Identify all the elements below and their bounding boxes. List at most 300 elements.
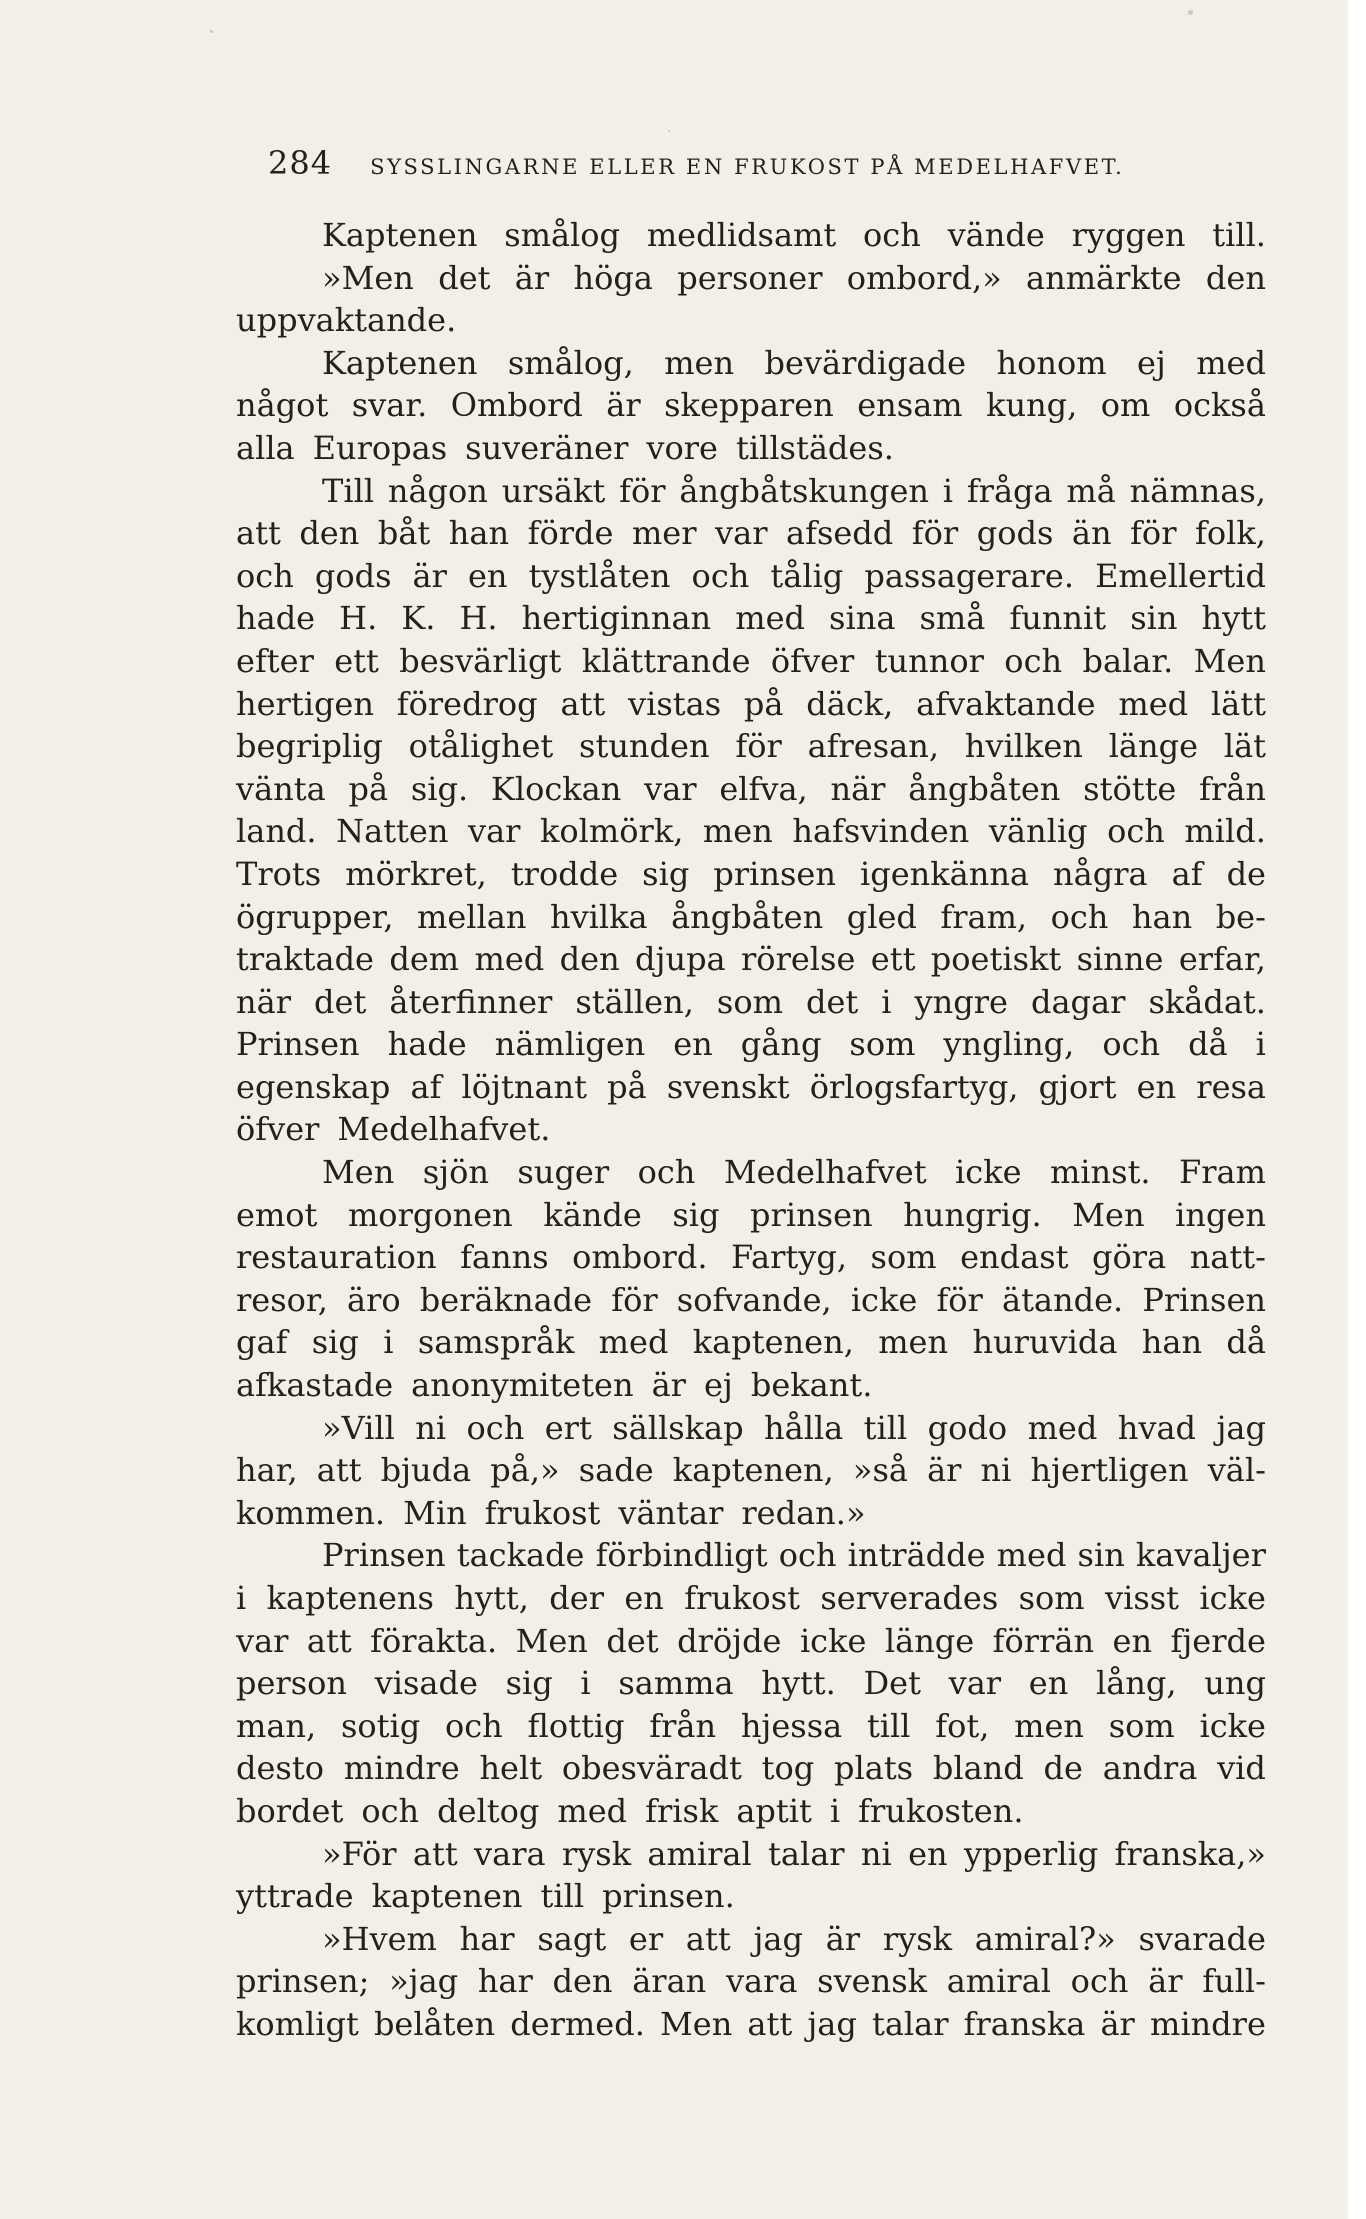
word: gjort [1038,1067,1117,1106]
word: och [1107,812,1165,851]
word: att [316,1451,362,1490]
word: Trots [236,854,322,893]
word: begriplig [236,727,383,766]
word: det [805,982,859,1021]
word: tog [761,1749,815,1788]
word: icke [1199,1706,1266,1745]
word: traktade [236,940,374,979]
word: för [611,1280,658,1319]
word: afsedd [786,514,894,553]
word: att [747,2004,793,2043]
word: vänlig [988,812,1088,851]
word: göra [1092,1238,1167,1277]
word: Men [1193,641,1266,680]
word: full- [1202,1962,1266,2001]
word: och [444,1706,503,1745]
word: gods [314,556,392,595]
word: sofvande, [676,1280,832,1319]
word: med [996,1536,1067,1575]
word: efter [236,641,314,680]
word: svenskt [666,1067,790,1106]
word: ni [860,1834,892,1873]
word: alla [236,428,295,467]
word: trodde [510,854,619,893]
word: hafsvinden [792,812,970,851]
word: förde [527,514,614,553]
word: uppvaktande. [236,301,457,340]
word: mer [631,514,697,553]
word: natt- [1189,1238,1266,1277]
word: K. [401,599,436,638]
word: var [715,514,768,553]
word: smålog, [507,343,634,382]
word: är [1148,1962,1183,2001]
word: på [348,769,389,808]
word: sotig [340,1706,421,1745]
word: lät [1223,727,1266,766]
word: förbindligt [595,1536,768,1575]
word: H. [339,599,378,638]
text-line [236,1833,1266,1876]
word: yngre [914,982,1008,1021]
word: flottig [527,1706,625,1745]
word: länge [1108,727,1199,766]
word: desto [236,1749,324,1788]
word: djupa [635,940,726,979]
text-line [236,512,1266,555]
word: att [685,1919,731,1958]
word: emot [236,1195,318,1234]
word: kung, [986,386,1078,425]
text-line [236,853,1266,896]
word: icke [799,1621,867,1660]
word: en [673,1025,713,1064]
word: med [1027,1408,1098,1447]
word: men [664,343,735,382]
word: hade [387,1025,467,1064]
word: tunnor [874,641,984,680]
word: frisk [645,1791,719,1830]
word: Medelhafvet [723,1153,927,1192]
word: otålighet [408,727,554,766]
word: båt [377,514,431,553]
word: jag [1216,1408,1266,1447]
word: i [881,982,892,1021]
text-line [236,1534,1266,1577]
word: och [466,1408,525,1447]
word: Fartyg, [731,1238,848,1277]
word: egenskap [236,1067,391,1106]
word: Det [863,1664,921,1703]
word: kavaljer [1135,1536,1266,1575]
word: Europas [312,428,448,467]
word: sällskap [612,1408,744,1447]
word: är [825,1919,861,1958]
word: resor, [236,1280,328,1319]
word: ej [703,1366,733,1405]
word: och [1004,641,1063,680]
text-line [236,1023,1266,1066]
word: sig [505,1664,553,1703]
word: bekant. [750,1366,873,1405]
word: ätande. [1001,1280,1124,1319]
word: och [778,1536,837,1575]
word: sig [642,854,690,893]
text-line [236,214,1266,257]
text-line [236,1747,1266,1790]
text-line [236,597,1266,640]
text-line [236,1918,1266,1961]
word: inträdde [847,1536,986,1575]
word: fram, [940,897,1028,936]
word: i [1255,1025,1266,1064]
word: länge [884,1621,975,1660]
text-line [236,896,1266,939]
word: äran [632,1962,707,2001]
word: anmärkte [1026,258,1182,297]
word: är [927,1451,962,1490]
word: och [863,216,921,254]
text-line [236,1790,1266,1833]
word: nämligen [494,1025,646,1064]
word: erfar, [1178,940,1266,979]
word: hjessa [740,1706,843,1745]
word: vände [947,216,1045,254]
word: kaptenen, [672,1451,834,1490]
word: Min [403,1493,467,1532]
word: ingen [1175,1195,1266,1234]
text-line [236,470,1266,513]
word: att [306,1621,352,1660]
word: små [919,599,986,638]
word: Men [515,1621,588,1660]
word: ursäkt [501,471,606,510]
word: tillstädes. [735,428,894,467]
word: bjuda [380,1451,472,1490]
word: dagar [1030,982,1126,1021]
word: kaptenen [371,1877,523,1916]
word: icke [955,1153,1022,1192]
word: hvilken [964,727,1083,766]
word: förrän [992,1621,1095,1660]
word: Till [322,471,375,510]
word: som [849,1025,916,1064]
text-line [236,725,1266,768]
word: Men [1072,1195,1145,1234]
word: för [911,514,959,553]
word: frukost [684,1579,800,1617]
text-line [236,299,1266,342]
word: har [459,1919,515,1958]
word: men [702,812,773,851]
word: är [651,1366,686,1405]
word: endast [960,1238,1069,1277]
word: med [1118,684,1189,723]
word: skepparen [664,386,834,425]
word: ångbåten [671,897,824,936]
word: sade [578,1451,654,1490]
word: på [607,1067,647,1106]
word: komligt [236,2004,359,2043]
word: H. [459,599,498,638]
word: Men [659,2004,733,2043]
word: en [467,556,508,595]
word: suveräner [465,428,629,467]
word: talar [871,2004,949,2043]
word: be- [1215,897,1266,936]
text-line [236,1194,1266,1237]
word: afvaktande [916,684,1096,723]
word: när [236,982,291,1021]
text-line [236,1577,1266,1620]
word: »Men [322,258,414,297]
running-head [268,144,1268,188]
word: och [1050,897,1109,936]
word: för [936,1280,983,1319]
word: de [1226,854,1266,893]
word: ert [544,1408,592,1447]
word: dröjde [677,1621,782,1660]
word: rysk [561,1834,632,1873]
word: »så [852,1451,908,1490]
word: bevärdigade [764,343,967,382]
word: en [908,1834,948,1873]
word: minst. [1049,1153,1151,1192]
word: vistas [628,684,722,723]
word: nämnas, [1129,471,1266,510]
word: ångbåtskungen [679,471,929,510]
word: och [637,1153,696,1192]
word: men [878,1323,949,1362]
word: örlogsfartyg, [809,1067,1019,1106]
word: person [236,1664,348,1703]
word: franska [963,2004,1086,2043]
word: frukost [484,1493,601,1532]
word: med [735,599,805,638]
word: Prinsen [322,1536,446,1575]
word: funnit [1009,599,1107,638]
word: också [1173,386,1266,425]
word: fjerde [1170,1621,1266,1660]
word: af [410,1067,442,1106]
word: med [598,1323,669,1362]
word: hertigen [236,684,374,723]
word: äro [347,1280,401,1319]
word: den [299,514,360,553]
word: svarade [1138,1919,1266,1958]
word: »För [322,1834,397,1873]
word: den [552,1962,613,2001]
word: mindre [343,1749,460,1788]
word: som [1018,1579,1085,1617]
word: vänta [236,769,326,808]
word: kände [543,1195,642,1234]
word: ett [870,940,916,979]
word: återfinner [389,982,553,1021]
word: lång, [1095,1664,1177,1703]
text-line [236,427,1266,470]
word: som [1108,1706,1175,1745]
word: er [628,1919,664,1958]
word: hytt. [761,1664,836,1703]
word: i [580,1664,591,1703]
word: honom [996,343,1107,382]
text-line [236,257,1266,300]
word: hvad [1117,1408,1197,1447]
word: och [236,556,294,595]
word: den [559,940,620,979]
word: sig. [410,769,469,808]
text-line [236,1492,1266,1535]
text-line [236,384,1266,427]
word: till [540,1877,585,1916]
word: hytt, [454,1579,529,1617]
word: några [1053,854,1148,893]
word: föredrog [396,684,538,723]
word: prinsen; [236,1962,370,2001]
word: än [1071,514,1112,553]
word: prinsen. [602,1877,735,1916]
word: hertiginnan [521,599,712,638]
word: har, [236,1451,298,1490]
word: morgonen [347,1195,513,1234]
paper-speck [1188,10,1193,15]
word: besvärligt [399,641,562,680]
word: med [1196,343,1266,382]
text-line [236,1066,1266,1109]
word: icke [850,1280,918,1319]
text-line [236,1705,1266,1748]
word: land. [236,812,317,851]
word: dem [389,940,460,979]
word: att [560,684,606,723]
word: deltog [437,1791,540,1830]
word: ångbåten [908,769,1061,808]
running-title: SYSSLINGARNE ELLER EN FRUKOST PÅ MEDELHAFVET. [370,155,1125,179]
text-line [236,1279,1266,1322]
word: fanns [460,1238,549,1277]
word: Ombord [450,386,583,425]
word: amiral [647,1834,752,1873]
word: var [468,812,521,851]
word: ni [980,1451,1012,1490]
word: mindre [1149,2004,1266,2043]
body-text [236,214,1266,2046]
word: vara [725,1962,798,2001]
word: öfver [236,1110,320,1149]
word: fråga [966,471,1053,510]
word: de [1043,1749,1083,1788]
word: yttrade [236,1877,354,1916]
word: öfver [770,641,855,680]
word: från [1199,769,1266,808]
word: Men [322,1153,395,1192]
word: till. [1212,216,1266,254]
word: gaf [236,1323,288,1362]
word: hungrig. [903,1195,1042,1234]
word: hade [236,599,316,638]
text-line [236,342,1266,385]
word: som [870,1238,937,1277]
word: sina [829,599,896,638]
text-line [236,1364,1266,1407]
word: obesväradt [561,1749,742,1788]
word: prinsen [750,1195,873,1234]
word: något [236,386,329,425]
word: frukosten. [858,1791,1024,1830]
word: talar [768,1834,845,1873]
paper-speck [668,130,670,132]
word: för [735,727,782,766]
word: af [1171,854,1203,893]
word: vid [1217,1749,1266,1788]
word: belåten [373,2004,496,2043]
word: »Vill [322,1408,395,1447]
word: Kaptenen [322,216,478,254]
word: kolmörk, [540,812,684,851]
word: löjtnant [461,1067,587,1106]
word: igenkänna [859,854,1029,893]
word: huruvida [972,1323,1118,1362]
text-line [236,1407,1266,1450]
word: tystlåten [528,556,671,595]
word: ombord. [572,1238,708,1277]
word: folk, [1195,514,1266,553]
word: amiral?» [974,1919,1116,1958]
word: må [1066,471,1116,510]
word: visst [1105,1579,1180,1617]
word: stötte [1083,769,1177,808]
word: när [830,769,886,808]
word: då [1188,1025,1228,1064]
word: visade [374,1664,478,1703]
word: till [866,1706,911,1745]
word: »Hvem [322,1919,437,1958]
word: vore [646,428,718,467]
word: redan.» [741,1493,866,1532]
word: prinsen [713,854,836,893]
word: väntar [618,1493,724,1532]
word: sin [1077,1536,1125,1575]
word: tackade [456,1536,585,1575]
text-line [236,683,1266,726]
text-line [236,1321,1266,1364]
word: var [236,1621,289,1660]
word: sig [311,1323,359,1362]
word: der [549,1579,604,1617]
word: i [236,1579,247,1617]
word: mild. [1184,812,1266,851]
text-line [236,1960,1266,2003]
word: yngling, [943,1025,1075,1064]
word: sig [672,1195,720,1234]
word: med [474,940,545,979]
word: på [743,684,784,723]
word: rörelse [741,940,856,979]
word: fot, [935,1706,990,1745]
word: »jag [389,1962,459,2001]
word: hytt [1201,599,1266,638]
word: andra [1102,1749,1198,1788]
word: afresan, [807,727,939,766]
word: en [624,1579,664,1617]
word: elfva, [719,769,808,808]
word: gled [846,897,917,936]
word: Prinsen [236,1025,360,1064]
word: anonymiteten [411,1366,634,1405]
word: ombord,» [846,258,1002,297]
word: passagerare. [864,556,1075,595]
